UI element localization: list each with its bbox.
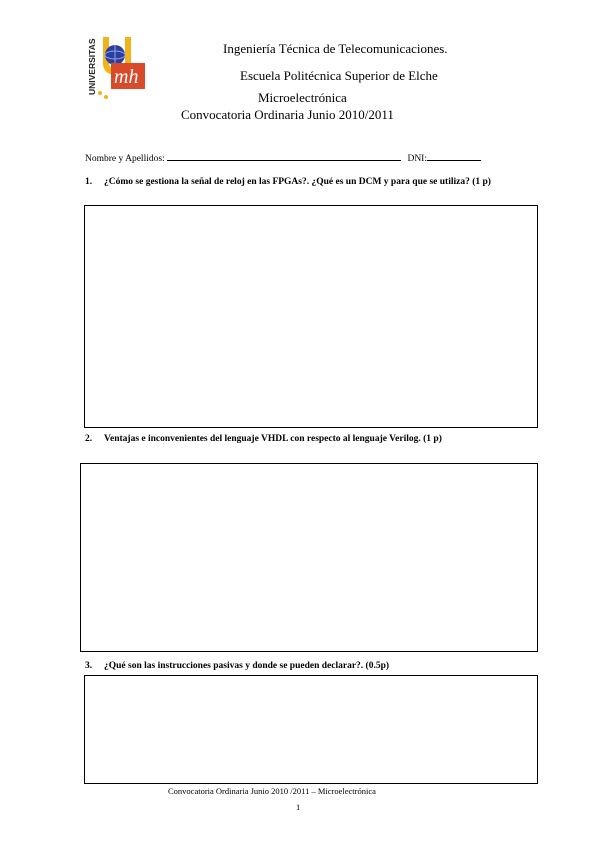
dni-label: DNI: [407,154,427,164]
header-degree: Ingeniería Técnica de Telecomunicaciones. [223,41,448,56]
question-number: 3. [85,661,93,671]
question-text: ¿Cómo se gestiona la señal de reloj en las FPGAs?. ¿Qué es un DCM y para que se utiliza? (1 p) [104,177,491,187]
name-field[interactable] [167,151,401,161]
footer-text: Convocatoria Ordinaria Junio 2010 /2011 – Microelectrónica [168,786,376,796]
header-exam: Convocatoria Ordinaria Junio 2010/2011 [181,107,394,122]
answer-box-3[interactable] [84,675,538,784]
header-subject: Microelectrónica [258,90,347,105]
answer-box-2[interactable] [80,463,538,652]
student-info-row [85,151,481,164]
question-text: ¿Qué son las instrucciones pasivas y donde se pueden declarar?. (0.5p) [104,661,390,671]
name-label: Nombre y Apellidos: [85,154,165,164]
question-number: 1. [85,177,93,187]
dni-field[interactable] [427,151,481,161]
svg-text:mh: mh [114,66,139,88]
question-number: 2. [85,434,93,444]
logo-text: UNIVERSITAS [87,38,97,95]
header-school: Escuela Politécnica Superior de Elche [240,68,438,83]
answer-box-1[interactable] [84,205,538,428]
page-number: 1 [296,802,301,812]
question-text: Ventajas e inconvenientes del lenguaje VHDL con respecto al lenguaje Verilog. (1 p) [104,434,442,444]
university-logo [83,33,153,103]
